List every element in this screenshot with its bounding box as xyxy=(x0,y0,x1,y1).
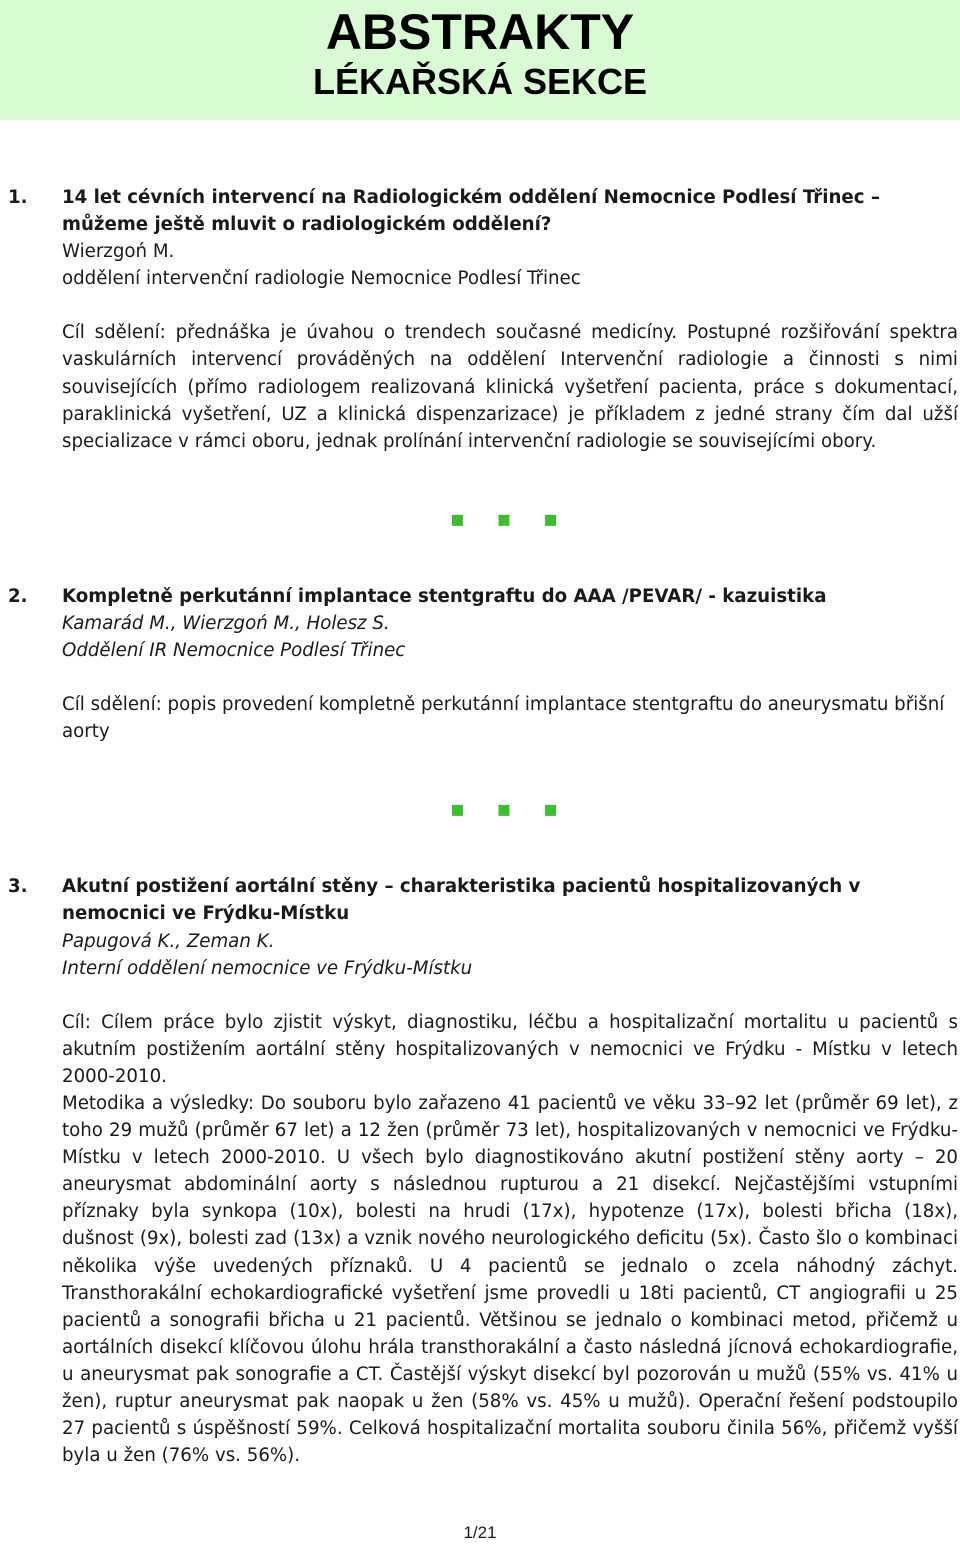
header-banner xyxy=(0,0,960,120)
abstract-title-text: Akutní postižení aortální stěny – charakteristika pacientů hospitalizovaných v nemocnici ve Frýdku-Místku xyxy=(62,876,861,925)
abstract-paragraph: Cíl: Cílem práce bylo zjistit výskyt, diagnostiku, léčbu a hospitalizační mortalitu u pacientů s akutním postižením aortální stěny hospitalizovaných v nemocnici ve Frýdku - Místku v letech 2000-2010. xyxy=(62,1011,958,1087)
abstract-authors: Wierzgoń M. xyxy=(62,241,175,263)
page-number: 1/21 xyxy=(463,1523,497,1542)
abstract-item xyxy=(8,583,958,745)
abstract-authors: Papugová K., Zeman K. xyxy=(62,930,275,952)
abstract-item xyxy=(8,184,958,455)
abstract-item xyxy=(8,873,958,1469)
abstract-affiliation: Oddělení IR Nemocnice Podlesí Třinec xyxy=(62,640,406,662)
abstract-title-text: 14 let cévních intervencí na Radiologickém oddělení Nemocnice Podlesí Třinec – můžeme ještě mluvit o radiologickém oddělení? xyxy=(62,187,880,236)
abstract-number: 2. xyxy=(8,585,28,607)
abstract-title xyxy=(8,184,958,238)
abstract-affiliation: Interní oddělení nemocnice ve Frýdku-Místku xyxy=(62,957,473,979)
page-title: ABSTRAKTY xyxy=(325,4,635,60)
abstracts-content xyxy=(8,184,958,1469)
section-separator: ▪ ▪ ▪ xyxy=(449,506,571,532)
abstract-affiliation: oddělení intervenční radiologie Nemocnice Podlesí Třinec xyxy=(62,268,581,290)
abstract-paragraph: Cíl sdělení: popis provedení kompletně perkutánní implantace stentgraftu do aneurysmatu břišní aorty xyxy=(62,694,945,743)
abstract-authors: Kamarád M., Wierzgoń M., Holesz S. xyxy=(62,612,390,634)
abstract-title xyxy=(8,583,958,610)
abstract-paragraph: Metodika a výsledky: Do souboru bylo zařazeno 41 pacientů ve věku 33–92 let (průměr 69 let), z toho 29 mužů (průměr 67 let) a 12 žen (průměr 73 let), hospitalizovaných v nemocnici ve Frýdku-Místku v letech 2000-2010. U všech bylo diagnostikováno akutní postižení stěny aorty – 20 aneurysmat abdominální aorty s následnou rupturou a 21 disekcí. Nejčastějšími vstupními příznaky byla synkopa (10x), bolesti na hrudi (17x), hypotenze (17x), bolesti břicha (18x), dušnost (9x), bolesti zad (13x) a vznik nového neurologického deficitu (5x). Často šlo o kombinaci několika výše uvedených příznaků. U 4 pacientů se jednalo o zcela náhodný záchyt. Transthorakální echokardiografické vyšetření jsme provedli u 18ti pacientů, CT angiografii u 25 pacientů a sonografii břicha u 21 pacientů. Většinou se jednalo o kombinaci metod, přičemž u aortálních disekcí klíčovou úlohu hrála transthorakální a často následná jícnová echokardiografie, u aneurysmat pak sonografie a CT. Častější výskyt disekcí byl pozorován u mužů (55% vs. 41% u žen), ruptur aneurysmat pak naopak u žen (58% vs. 45% u mužů). Operační řešení podstoupilo 27 pacientů s úspěšností 59%. Celková hospitalizační mortalita souboru činila 56%, přičemž vyšší byla u žen (76% vs. 56%). xyxy=(62,1092,958,1467)
abstract-title xyxy=(8,873,958,927)
section-subtitle: LÉKAŘSKÁ SEKCE xyxy=(312,61,648,102)
abstract-number: 3. xyxy=(8,876,28,898)
abstract-title-text: Kompletně perkutánní implantace stentgraftu do AAA /PEVAR/ - kazuistika xyxy=(62,585,827,607)
abstract-number: 1. xyxy=(8,187,28,208)
abstract-paragraph: Cíl sdělení: přednáška je úvahou o trendech současné medicíny. Postupné rozšiřování spektra vaskulárních intervencí prováděných na oddělení Intervenční radiologie a činnosti s nimi souvisejících (přímo radiologem realizovaná klinická vyšetření pacienta, práce s dokumentací, paraklinická vyšetření, UZ a klinická dispenzarizace) je příkladem z jedné strany čím dal užší specializace v rámci oboru, jednak prolínání intervenční radiologie se souvisejícími obory. xyxy=(62,322,958,452)
section-separator: ▪ ▪ ▪ xyxy=(449,797,571,823)
